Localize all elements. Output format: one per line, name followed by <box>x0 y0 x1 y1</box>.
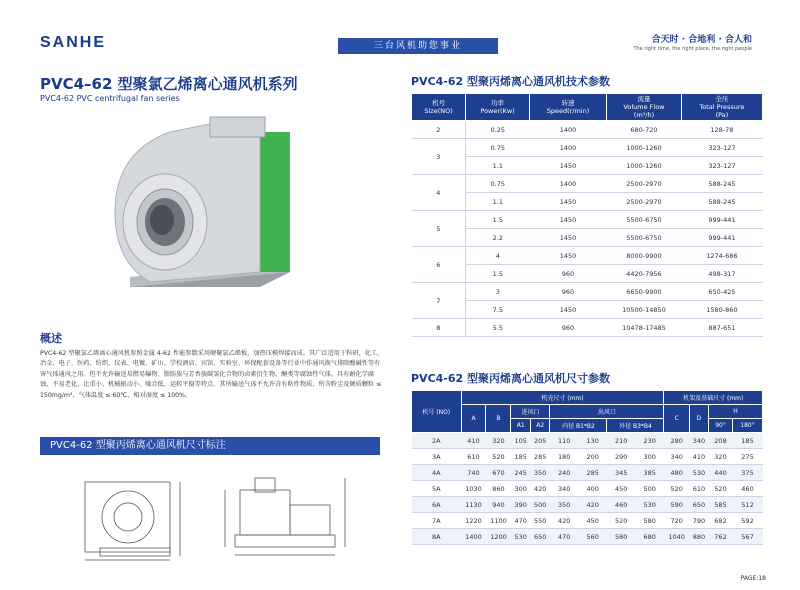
dims-cell: 205 <box>530 433 550 449</box>
params-cell: 650-425 <box>681 283 762 301</box>
dims-row <box>412 433 763 449</box>
dims-cell: 762 <box>708 529 732 545</box>
params-row <box>412 121 763 139</box>
params-cell: 1450 <box>529 247 606 265</box>
params-cell: 7.5 <box>466 301 530 319</box>
params-cell: 1.1 <box>466 157 530 175</box>
params-cell: 0.75 <box>466 175 530 193</box>
header-pressure: 全压 Total Pressure (Pa) <box>681 94 762 121</box>
dims-cell: 500 <box>635 481 664 497</box>
params-cell: 1450 <box>529 301 606 319</box>
dims-cell: 520 <box>486 449 511 465</box>
motto <box>633 32 752 52</box>
params-cell: 10478-17485 <box>607 319 682 337</box>
dims-cell: 610 <box>461 449 486 465</box>
params-cell: 6650-9900 <box>607 283 682 301</box>
dims-cell: 230 <box>635 433 664 449</box>
dims-cell: 450 <box>578 513 607 529</box>
params-cell: 588-245 <box>681 175 762 193</box>
dims-cell: 480 <box>664 465 689 481</box>
dims-cell-size: 6A <box>412 497 462 513</box>
params-cell: 1000-1260 <box>607 139 682 157</box>
dims-cell: 340 <box>664 449 689 465</box>
dims-cell-size: 8A <box>412 529 462 545</box>
dims-cell-size: 7A <box>412 513 462 529</box>
params-cell: 999-441 <box>681 211 762 229</box>
dims-cell: 650 <box>530 529 550 545</box>
dims-cell: 185 <box>733 433 763 449</box>
params-cell: 887-651 <box>681 319 762 337</box>
dims-cell: 1040 <box>664 529 689 545</box>
dimensions-table <box>411 390 763 545</box>
dims-cell: 1030 <box>461 481 486 497</box>
params-cell: 1450 <box>529 193 606 211</box>
dims-cell: 240 <box>550 465 579 481</box>
dims-cell: 385 <box>635 465 664 481</box>
slogan-banner: 三台风机助您事业 <box>338 38 498 54</box>
dims-header-size: 机号 (NO) <box>412 391 462 433</box>
params-cell: 0.25 <box>466 121 530 139</box>
dims-cell: 130 <box>578 433 607 449</box>
overview-heading: 概述 <box>40 332 62 345</box>
params-cell: 323-127 <box>681 157 762 175</box>
dims-cell: 860 <box>486 481 511 497</box>
dims-header-inner: 内径 B1*B2 <box>550 419 607 433</box>
params-cell-size: 3 <box>412 139 466 175</box>
dims-cell: 530 <box>511 529 531 545</box>
dims-cell: 580 <box>607 529 636 545</box>
fan-product-image <box>110 112 300 312</box>
params-cell: 1400 <box>529 139 606 157</box>
dims-cell: 285 <box>578 465 607 481</box>
params-cell: 999-441 <box>681 229 762 247</box>
dims-cell: 208 <box>708 433 732 449</box>
dims-header-a2: A2 <box>530 419 550 433</box>
dims-header-a1: A1 <box>511 419 531 433</box>
dims-cell: 470 <box>550 529 579 545</box>
params-cell: 2.2 <box>466 229 530 247</box>
dims-cell: 650 <box>689 497 708 513</box>
params-cell: 4420-7956 <box>607 265 682 283</box>
page-number: PAGE:18 <box>740 575 766 582</box>
params-cell: 0.75 <box>466 139 530 157</box>
params-row <box>412 175 763 193</box>
params-cell: 1400 <box>529 175 606 193</box>
dims-header-b: B <box>486 405 511 433</box>
dims-cell: 512 <box>733 497 763 513</box>
params-cell: 10500-14850 <box>607 301 682 319</box>
dims-row <box>412 449 763 465</box>
dims-cell: 550 <box>530 513 550 529</box>
dims-cell: 567 <box>733 529 763 545</box>
dims-cell: 350 <box>550 497 579 513</box>
overview-text: PVC4-62 型聚氯乙烯离心通风机参照金属 4-62 性能参数采用硬聚氯乙烯板，加热压模焊接而成。其广泛适用于科研、化工、冶金、电子、医药、纺织、仪表、电镀、矿山、学校酒店、宾馆、实验室、环保配套设备等行业中作通风换气排除酸碱性等有害气体通风之用。但不允许输送易燃易爆物、脂肪族与芳香族碳氢化合物的卤素衍生物、酮类等腐蚀性气体。具有耐化学腐蚀、不易老化、比重小、机械振动小、噪音低、运转平稳等特点。其所输送气体不允许含有粘性物质、所含粉尘及硬质颗粒 ≤ 150mg/m³、气体温度 ≤ 60℃、相对湿度 ≤ 100%。 <box>40 350 384 399</box>
dims-cell-size: 4A <box>412 465 462 481</box>
dims-cell: 290 <box>607 449 636 465</box>
dims-header-base: 机架及基础尺寸 (mm) <box>664 391 763 405</box>
dimension-drawing <box>40 460 380 570</box>
dims-cell: 420 <box>530 481 550 497</box>
dims-header-d: D <box>689 405 708 433</box>
params-cell: 1.1 <box>466 193 530 211</box>
dims-cell: 410 <box>689 449 708 465</box>
dims-cell-size: 5A <box>412 481 462 497</box>
dims-cell: 580 <box>635 513 664 529</box>
header-flow: 流量 Volume Flow (m³/h) <box>607 94 682 121</box>
product-title: PVC4–62 型聚氯乙烯离心通风机系列 <box>40 75 298 93</box>
dims-cell: 1200 <box>486 529 511 545</box>
dims-cell: 1400 <box>461 529 486 545</box>
dims-header-90: 90° <box>708 419 732 433</box>
dims-cell: 470 <box>511 513 531 529</box>
params-cell: 588-245 <box>681 193 762 211</box>
dims-cell: 245 <box>511 465 531 481</box>
header-power: 功率 Power(Kw) <box>466 94 530 121</box>
dims-cell: 340 <box>550 481 579 497</box>
params-table-title: PVC4-62 型聚丙烯离心通风机技术参数 <box>411 75 611 88</box>
motto-cn: 合天时 · 合地利 · 合人和 <box>651 35 752 45</box>
params-cell: 1000-1260 <box>607 157 682 175</box>
params-cell-size: 8 <box>412 319 466 337</box>
dims-cell: 185 <box>511 449 531 465</box>
dims-cell: 420 <box>578 497 607 513</box>
params-cell-size: 5 <box>412 211 466 247</box>
dims-header-a: A <box>461 405 486 433</box>
dims-cell: 450 <box>607 481 636 497</box>
dims-cell: 670 <box>486 465 511 481</box>
dims-cell: 320 <box>708 449 732 465</box>
dims-cell: 210 <box>607 433 636 449</box>
dims-cell: 560 <box>578 529 607 545</box>
dims-cell: 300 <box>511 481 531 497</box>
params-cell: 960 <box>529 319 606 337</box>
params-cell: 3 <box>466 283 530 301</box>
dims-cell: 720 <box>664 513 689 529</box>
dims-cell: 682 <box>708 513 732 529</box>
dims-cell: 400 <box>578 481 607 497</box>
header-speed: 转速 Speed(r/min) <box>529 94 606 121</box>
dims-cell: 410 <box>461 433 486 449</box>
params-row <box>412 247 763 265</box>
params-cell: 1580-860 <box>681 301 762 319</box>
dims-cell: 420 <box>550 513 579 529</box>
params-cell: 1450 <box>529 211 606 229</box>
dims-header-180: 180° <box>733 419 763 433</box>
dims-table-title: PVC4-62 型聚丙烯离心通风机尺寸参数 <box>411 372 611 385</box>
dims-cell: 350 <box>530 465 550 481</box>
params-cell-size: 4 <box>412 175 466 211</box>
motto-en: The right time, the right place, the right people <box>633 46 752 52</box>
dims-cell: 300 <box>635 449 664 465</box>
dims-header-c: C <box>664 405 689 433</box>
params-row <box>412 319 763 337</box>
params-cell: 960 <box>529 283 606 301</box>
dims-header-inlet: 进风口 <box>511 405 550 419</box>
params-cell: 1274-686 <box>681 247 762 265</box>
params-row <box>412 211 763 229</box>
dims-cell-size: 3A <box>412 449 462 465</box>
dims-cell: 280 <box>664 433 689 449</box>
dims-header-machine: 机壳尺寸 (mm) <box>461 391 664 405</box>
dims-cell: 375 <box>733 465 763 481</box>
dims-header-outlet: 出风口 <box>550 405 664 419</box>
technical-params-table <box>411 93 763 337</box>
dims-cell: 790 <box>689 513 708 529</box>
dims-cell: 585 <box>708 497 732 513</box>
dims-cell: 680 <box>635 529 664 545</box>
dims-cell: 530 <box>635 497 664 513</box>
dims-cell: 440 <box>708 465 732 481</box>
dims-cell-size: 2A <box>412 433 462 449</box>
params-cell-size: 7 <box>412 283 466 319</box>
dims-cell: 530 <box>689 465 708 481</box>
product-subtitle: PVC4-62 PVC centrifugal fan series <box>40 94 180 103</box>
params-cell: 498-317 <box>681 265 762 283</box>
dims-cell: 940 <box>486 497 511 513</box>
dims-row <box>412 497 763 513</box>
dims-header-outer: 外径 B3*B4 <box>607 419 664 433</box>
dims-cell: 320 <box>486 433 511 449</box>
dims-cell: 1100 <box>486 513 511 529</box>
dims-cell: 590 <box>664 497 689 513</box>
dims-cell: 275 <box>733 449 763 465</box>
params-cell-size: 6 <box>412 247 466 283</box>
params-cell: 5500-6750 <box>607 211 682 229</box>
dims-cell: 345 <box>607 465 636 481</box>
params-cell: 8000-9900 <box>607 247 682 265</box>
params-cell: 960 <box>529 265 606 283</box>
params-cell: 5.5 <box>466 319 530 337</box>
dims-cell: 610 <box>689 481 708 497</box>
params-cell: 5500-6750 <box>607 229 682 247</box>
dims-cell: 390 <box>511 497 531 513</box>
params-cell: 128-78 <box>681 121 762 139</box>
header-size: 机号 Size(NO) <box>412 94 466 121</box>
params-cell: 1.5 <box>466 265 530 283</box>
dims-cell: 285 <box>530 449 550 465</box>
dims-row <box>412 513 763 529</box>
dims-cell: 110 <box>550 433 579 449</box>
params-cell: 1400 <box>529 121 606 139</box>
params-row <box>412 283 763 301</box>
params-cell: 323-127 <box>681 139 762 157</box>
dims-cell: 500 <box>530 497 550 513</box>
dims-cell: 520 <box>708 481 732 497</box>
dims-row <box>412 481 763 497</box>
dims-cell: 740 <box>461 465 486 481</box>
dims-cell: 460 <box>733 481 763 497</box>
params-cell-size: 2 <box>412 121 466 139</box>
dims-cell: 520 <box>607 513 636 529</box>
params-cell: 1450 <box>529 229 606 247</box>
dims-row <box>412 465 763 481</box>
dims-cell: 180 <box>550 449 579 465</box>
params-cell: 4 <box>466 247 530 265</box>
dims-cell: 1220 <box>461 513 486 529</box>
dimension-drawing-banner: PVC4-62 型聚丙烯离心通风机尺寸标注 <box>40 437 380 455</box>
dims-cell: 200 <box>578 449 607 465</box>
dims-cell: 1130 <box>461 497 486 513</box>
dims-cell: 460 <box>607 497 636 513</box>
dims-header-h: H <box>708 405 762 419</box>
dims-row <box>412 529 763 545</box>
brand-logo: SANHE <box>40 34 107 51</box>
params-cell: 1450 <box>529 157 606 175</box>
dims-cell: 880 <box>689 529 708 545</box>
params-cell: 680-720 <box>607 121 682 139</box>
dims-cell: 105 <box>511 433 531 449</box>
params-cell: 2500-2970 <box>607 193 682 211</box>
dims-cell: 520 <box>664 481 689 497</box>
dims-cell: 592 <box>733 513 763 529</box>
params-cell: 1.5 <box>466 211 530 229</box>
params-row <box>412 139 763 157</box>
params-cell: 2500-2970 <box>607 175 682 193</box>
dims-cell: 340 <box>689 433 708 449</box>
